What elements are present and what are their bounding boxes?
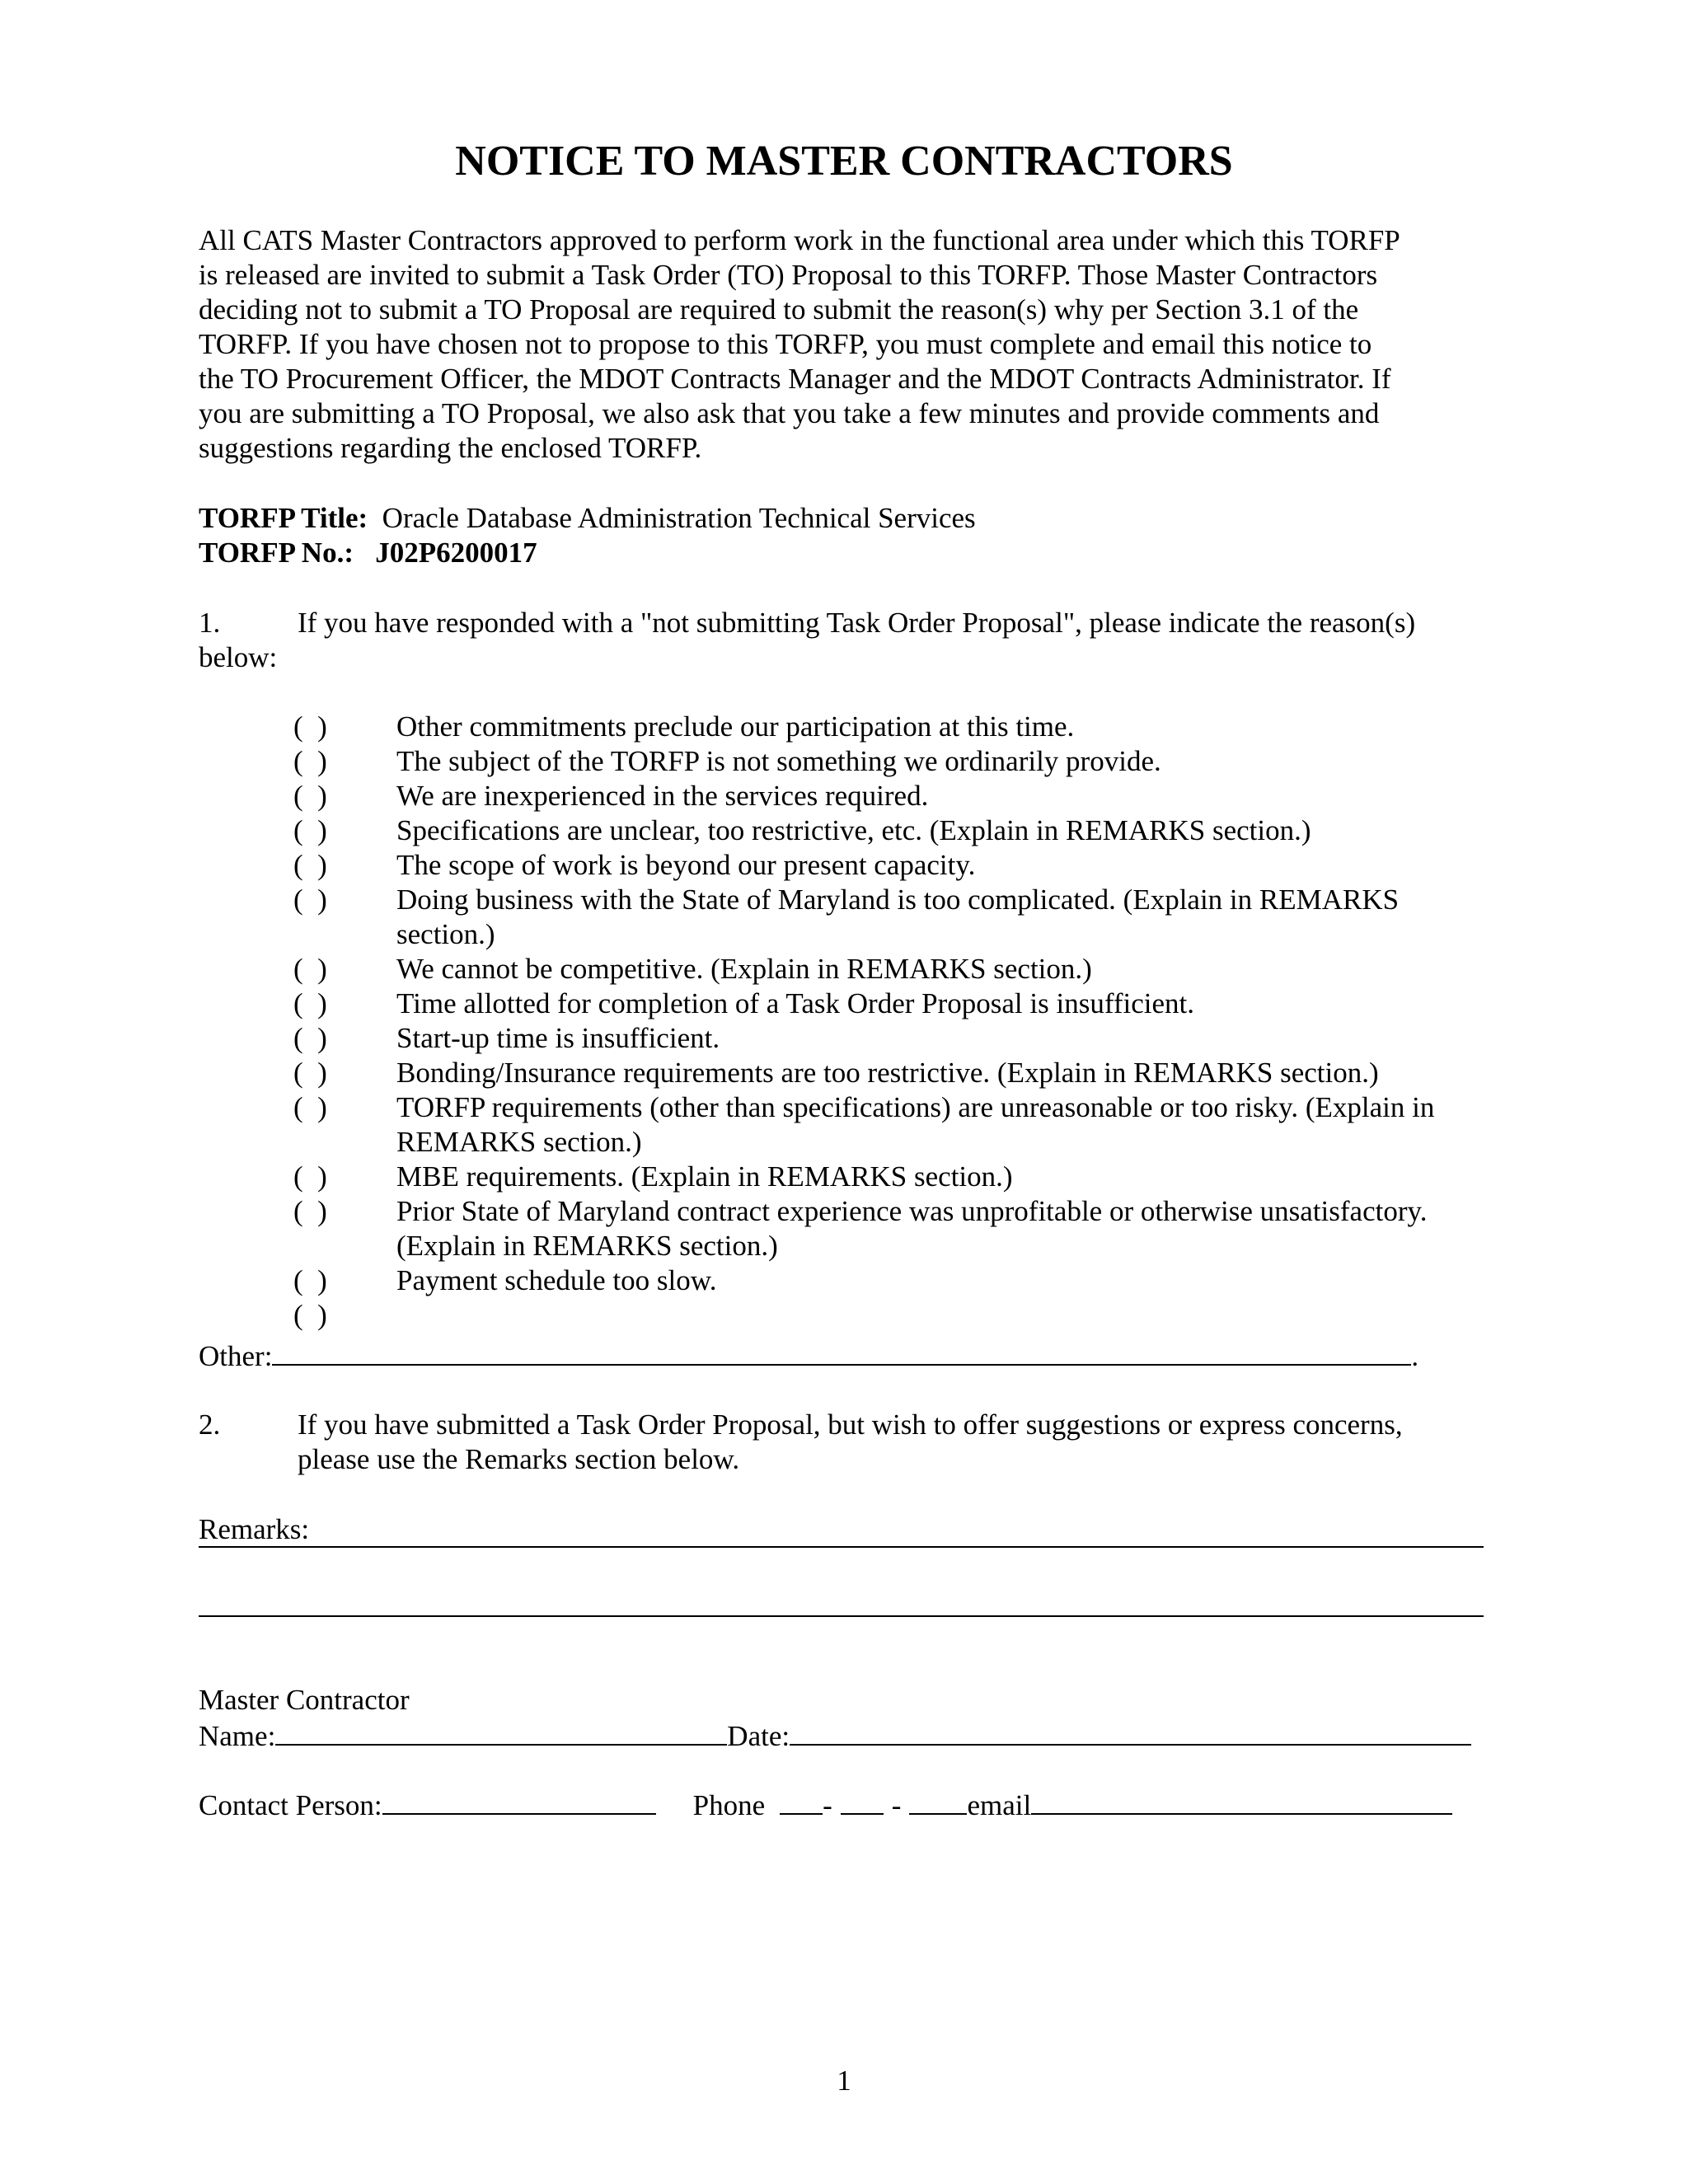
- reason-option: [293, 813, 1493, 848]
- reason-option-label: The subject of the TORFP is not something we ordinarily provide.: [396, 745, 1161, 777]
- reason-checkbox[interactable]: ( ): [293, 1022, 327, 1054]
- torfp-title-label: TORFP Title:: [199, 502, 368, 534]
- reason-option: [293, 1021, 1493, 1056]
- torfp-title-row: [199, 501, 976, 536]
- question-1-number: 1.: [199, 607, 221, 639]
- name-input[interactable]: [275, 1718, 727, 1746]
- other-end: .: [1411, 1340, 1419, 1372]
- reason-checkbox[interactable]: ( ): [293, 1195, 327, 1227]
- reason-checkbox[interactable]: ( ): [293, 814, 327, 846]
- reason-checkbox[interactable]: ( ): [293, 1091, 327, 1123]
- email-label: email: [967, 1789, 1032, 1821]
- question-1-text-continued: below:: [199, 641, 278, 673]
- reason-option: [293, 952, 1493, 987]
- other-label: Other:: [199, 1340, 273, 1372]
- reason-option: [293, 779, 1493, 813]
- reason-options-list: [293, 710, 1493, 1333]
- contact-person-input[interactable]: [382, 1787, 656, 1815]
- torfp-number-row: [199, 536, 537, 570]
- reason-checkbox[interactable]: ( ): [293, 1057, 327, 1089]
- reason-option: [293, 848, 1493, 883]
- date-input[interactable]: [790, 1718, 1471, 1746]
- page-number: 1: [837, 2064, 851, 2097]
- reason-option: [293, 1194, 1493, 1263]
- reason-checkbox[interactable]: ( ): [293, 745, 327, 777]
- intro-paragraph: [199, 223, 1484, 466]
- reason-option-label: Doing business with the State of Maryland is too complicated. (Explain in REMARKS section.): [396, 883, 1400, 950]
- question-2-text: If you have submitted a Task Order Proposal, but wish to offer suggestions or express concerns,: [298, 1408, 1403, 1441]
- reason-checkbox[interactable]: ( ): [293, 953, 327, 985]
- reason-option-label: Start-up time is insufficient.: [396, 1022, 720, 1054]
- reason-checkbox[interactable]: ( ): [293, 849, 327, 881]
- intro-line: suggestions regarding the enclosed TORFP.: [199, 432, 702, 464]
- phone-label: Phone: [692, 1789, 766, 1821]
- intro-line: deciding not to submit a TO Proposal are required to submit the reason(s) why per Section 3.1 of the: [199, 293, 1359, 326]
- question-2-text-continued: please use the Remarks section below.: [298, 1443, 740, 1475]
- reason-checkbox[interactable]: ( ): [293, 1160, 327, 1193]
- name-label: Name:: [199, 1720, 276, 1752]
- reason-option-label: Prior State of Maryland contract experience was unprofitable or otherwise unsatisfactory. (Explain in REMARKS section.): [396, 1195, 1428, 1262]
- reason-option: [293, 710, 1493, 744]
- torfp-number-value: J02P6200017: [375, 537, 537, 569]
- page-title: NOTICE TO MASTER CONTRACTORS: [455, 138, 1233, 185]
- intro-line: All CATS Master Contractors approved to perform work in the functional area under which this TORFP: [199, 224, 1400, 256]
- reason-checkbox[interactable]: ( ): [293, 1299, 327, 1331]
- master-contractor-label: Master Contractor: [199, 1684, 410, 1716]
- reason-checkbox[interactable]: ( ): [293, 1264, 327, 1296]
- reason-option-label: Time allotted for completion of a Task Order Proposal is insufficient.: [396, 987, 1195, 1019]
- phone-separator-2: -: [891, 1789, 902, 1821]
- remarks-label: Remarks:: [199, 1513, 310, 1545]
- phone-line-input[interactable]: [909, 1787, 967, 1815]
- reason-option: [293, 1056, 1493, 1090]
- reason-option: [293, 1090, 1493, 1160]
- date-label: Date:: [727, 1720, 790, 1752]
- phone-prefix-input[interactable]: [841, 1787, 884, 1815]
- reason-option: [293, 744, 1493, 779]
- reason-checkbox[interactable]: ( ): [293, 710, 327, 743]
- reason-option: [293, 1263, 1493, 1298]
- contact-row: [199, 1787, 1452, 1823]
- name-date-row: [199, 1718, 1471, 1754]
- intro-line: you are submitting a TO Proposal, we also ask that you take a few minutes and provide comments and: [199, 397, 1380, 429]
- intro-line: the TO Procurement Officer, the MDOT Contracts Manager and the MDOT Contracts Administrator. If: [199, 363, 1391, 395]
- reason-option: [293, 1298, 1493, 1333]
- reason-option-label: Other commitments preclude our participation at this time.: [396, 710, 1075, 743]
- reason-option-label: MBE requirements. (Explain in REMARKS section.): [396, 1160, 1013, 1193]
- torfp-title-value: Oracle Database Administration Technical Services: [382, 502, 976, 534]
- reason-checkbox[interactable]: ( ): [293, 883, 327, 916]
- reason-option: [293, 987, 1493, 1021]
- reason-option-label: We cannot be competitive. (Explain in REMARKS section.): [396, 953, 1092, 985]
- reason-option-label: TORFP requirements (other than specifications) are unreasonable or too risky. (Explain in REMARKS section.): [396, 1091, 1435, 1158]
- question-1-text: If you have responded with a "not submitting Task Order Proposal", please indicate the reason(s): [298, 607, 1416, 639]
- reason-checkbox[interactable]: ( ): [293, 987, 327, 1019]
- phone-separator-1: -: [823, 1789, 832, 1821]
- other-input[interactable]: [272, 1338, 1411, 1366]
- remarks-line-1[interactable]: [199, 1546, 1484, 1548]
- question-2-number: 2.: [199, 1408, 221, 1441]
- reason-option-label: We are inexperienced in the services required.: [396, 780, 929, 812]
- other-row: [199, 1338, 1418, 1374]
- reason-checkbox[interactable]: ( ): [293, 780, 327, 812]
- reason-option-label: The scope of work is beyond our present capacity.: [396, 849, 976, 881]
- reason-option: [293, 883, 1493, 952]
- email-input[interactable]: [1031, 1787, 1452, 1815]
- torfp-number-label: TORFP No.:: [199, 537, 354, 569]
- contact-person-label: Contact Person:: [199, 1789, 382, 1821]
- reason-option-label: Bonding/Insurance requirements are too restrictive. (Explain in REMARKS section.): [396, 1057, 1379, 1089]
- reason-option-label: Payment schedule too slow.: [396, 1264, 717, 1296]
- remarks-line-2[interactable]: [199, 1615, 1484, 1617]
- phone-area-code-input[interactable]: [780, 1787, 823, 1815]
- intro-line: TORFP. If you have chosen not to propose to this TORFP, you must complete and email this notice to: [199, 328, 1372, 360]
- reason-option: [293, 1160, 1493, 1194]
- intro-line: is released are invited to submit a Task Order (TO) Proposal to this TORFP. Those Master Contractors: [199, 259, 1378, 291]
- reason-option-label: Specifications are unclear, too restrictive, etc. (Explain in REMARKS section.): [396, 814, 1311, 846]
